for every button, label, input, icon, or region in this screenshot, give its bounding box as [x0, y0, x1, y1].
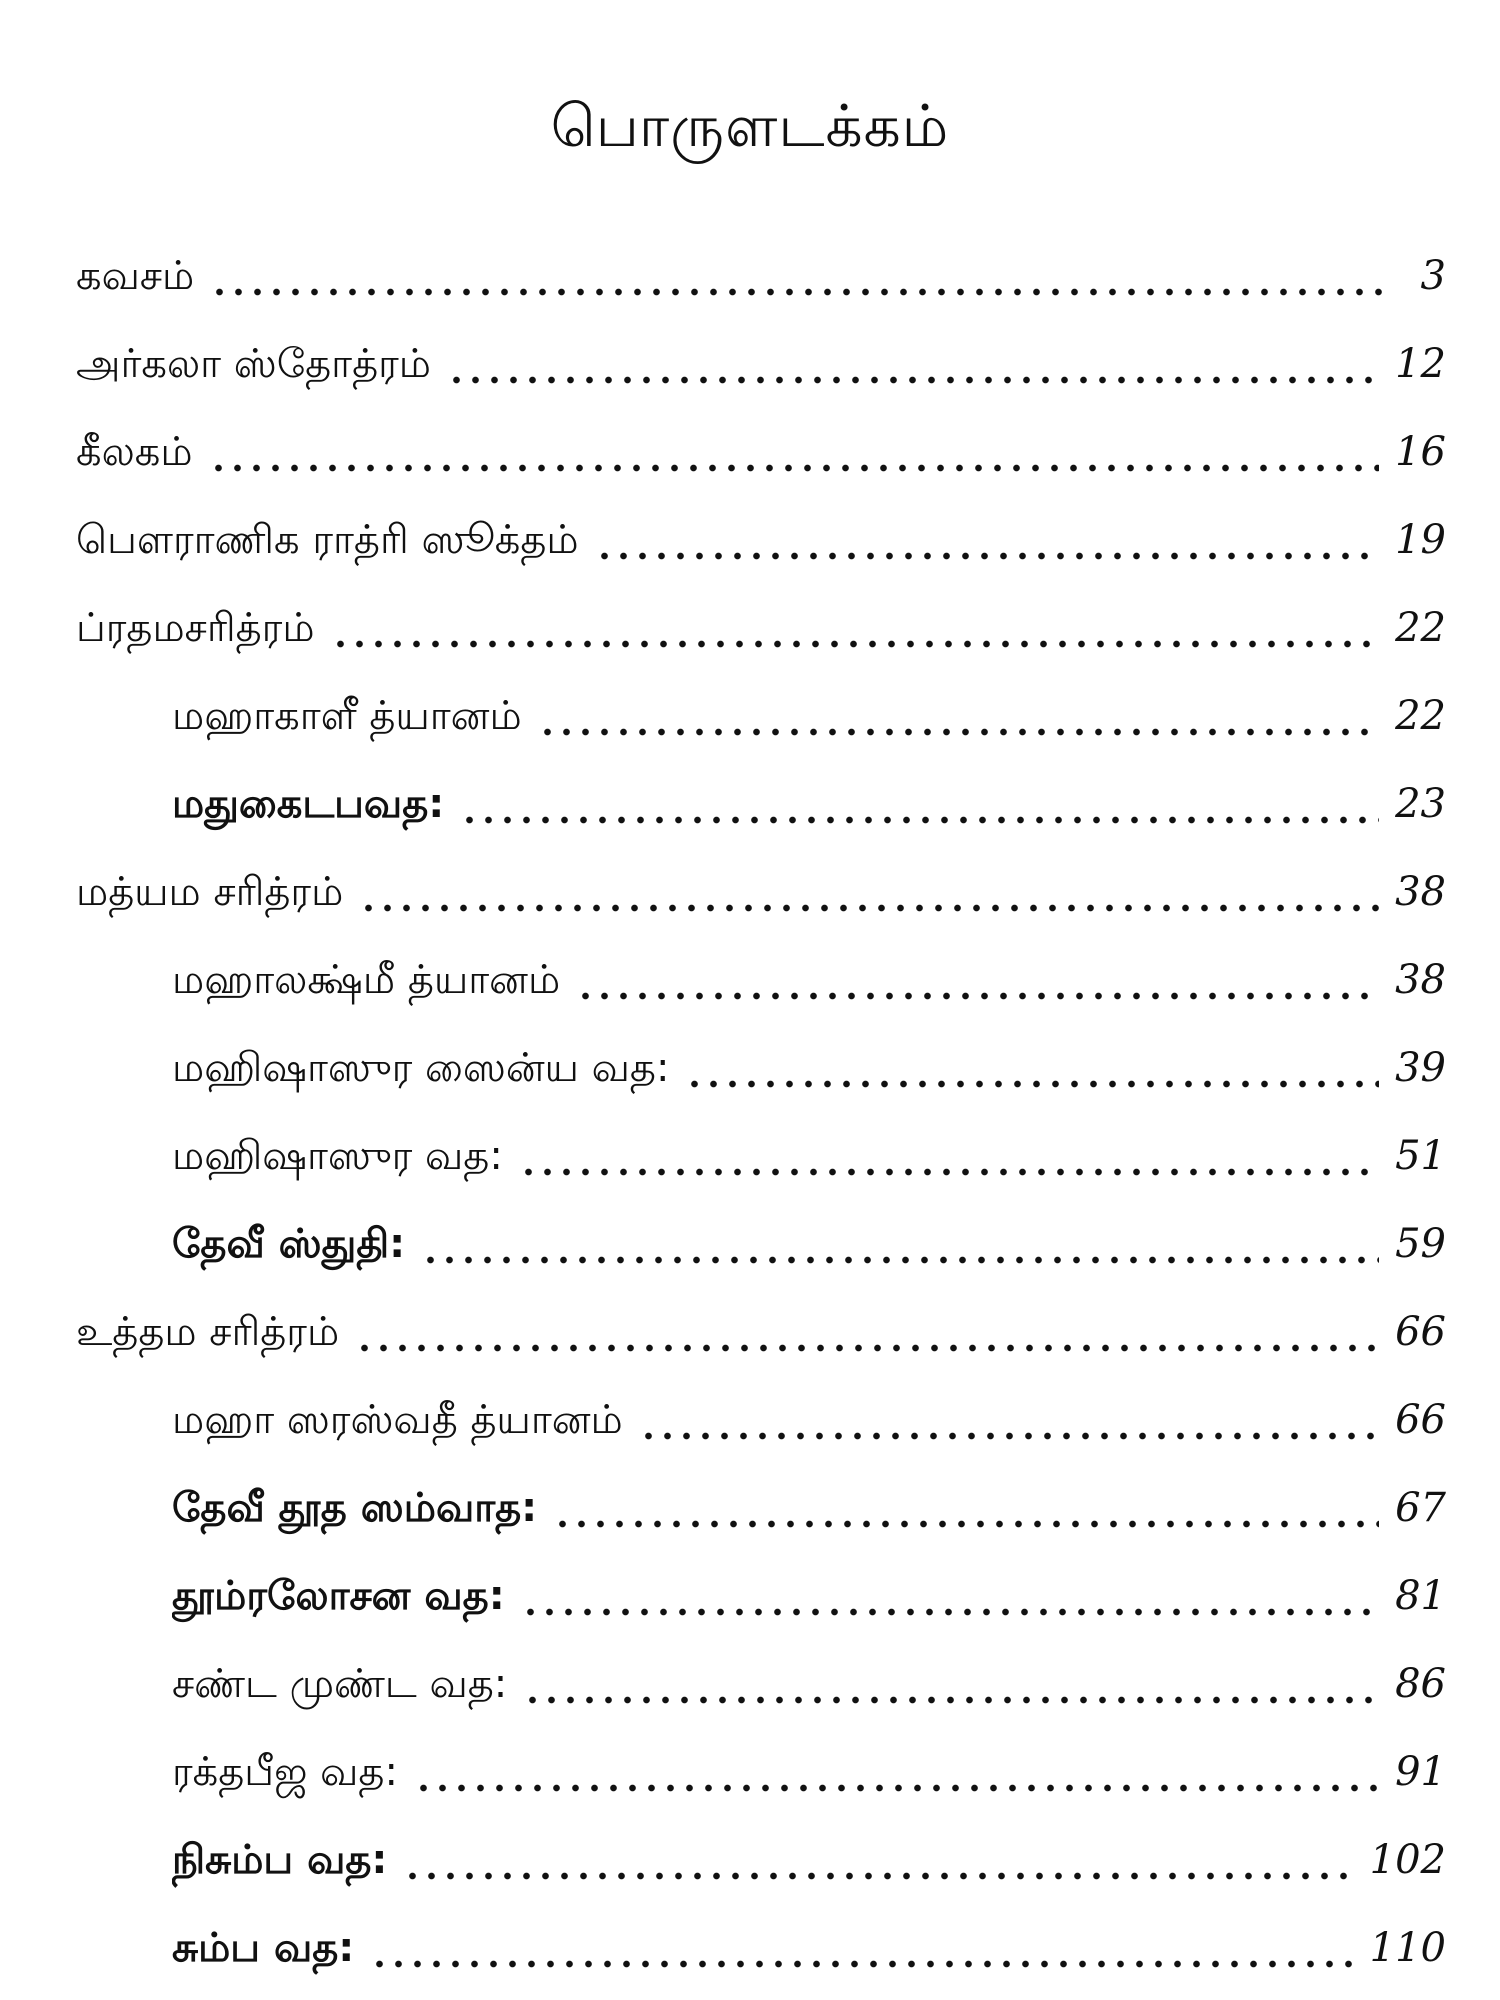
- toc-entry: [172, 1120, 1446, 1192]
- toc-entry-label: மஹா ஸரஸ்வதீ த்யானம்: [172, 1397, 623, 1443]
- toc-entry: [172, 1032, 1446, 1104]
- toc-entry-label: அர்கலா ஸ்தோத்ரம்: [76, 341, 431, 387]
- toc-entry-label: மத்யம சரித்ரம்: [76, 869, 344, 915]
- toc-entry-label: தூம்ரலோசன வத:: [172, 1573, 505, 1619]
- dot-leader: [576, 944, 1379, 1016]
- toc-page-number: 86: [1395, 1661, 1446, 1707]
- toc-entry: [172, 1648, 1446, 1720]
- toc-entry-label: ரக்தபீஜ வத:: [172, 1749, 398, 1795]
- toc-entry: [172, 680, 1446, 752]
- dot-leader: [595, 504, 1380, 576]
- toc-entry-label: மஹாகாளீ த்யானம்: [172, 693, 522, 739]
- toc-entry-label: சும்ப வத:: [172, 1925, 355, 1971]
- dot-leader: [460, 768, 1379, 840]
- toc-page-number: 12: [1395, 341, 1446, 387]
- dot-leader: [210, 240, 1390, 312]
- toc-entry: [76, 592, 1446, 664]
- dot-leader: [685, 1032, 1379, 1104]
- toc-page-number: 66: [1395, 1309, 1446, 1355]
- toc-entry-label: கீலகம்: [76, 429, 193, 475]
- dot-leader: [447, 328, 1379, 400]
- toc-page-number: 51: [1395, 1133, 1446, 1179]
- toc-entry: [76, 416, 1446, 488]
- page-title: பொருளடக்கம்: [550, 92, 950, 160]
- toc-entry-label: உத்தம சரித்ரம்: [76, 1309, 340, 1355]
- dot-leader: [553, 1472, 1379, 1544]
- dot-leader: [538, 680, 1379, 752]
- dot-leader: [521, 1560, 1379, 1632]
- toc-entry-label: மஹிஷாஸுர ஸைன்ய வத:: [172, 1045, 670, 1091]
- toc-page-number: 22: [1395, 605, 1446, 651]
- dot-leader: [639, 1384, 1379, 1456]
- toc-entry: [172, 1472, 1446, 1544]
- toc-entry: [172, 1824, 1446, 1896]
- toc-entry: [172, 1384, 1446, 1456]
- toc-page-number: 66: [1395, 1397, 1446, 1443]
- toc-page-number: 67: [1395, 1485, 1446, 1531]
- dot-leader: [421, 1208, 1379, 1280]
- toc-entry-label: தேவீ ஸ்துதி:: [172, 1221, 406, 1267]
- toc-entry-label: ப்ரதமசரித்ரம்: [76, 605, 315, 651]
- toc-entry-label: பௌராணிக ராத்ரி ஸூக்தம்: [76, 517, 579, 563]
- dot-leader: [519, 1120, 1379, 1192]
- dot-leader: [414, 1736, 1379, 1808]
- toc-page-number: 16: [1395, 429, 1446, 475]
- toc-page-number: 19: [1395, 517, 1446, 563]
- toc-entry: [172, 944, 1446, 1016]
- toc-page-number: 38: [1395, 869, 1446, 915]
- toc-page-number: 39: [1395, 1045, 1446, 1091]
- toc-entry: [172, 1736, 1446, 1808]
- toc-entry-label: சண்ட முண்ட வத:: [172, 1661, 508, 1707]
- toc-entry: [76, 328, 1446, 400]
- dot-leader: [370, 1912, 1353, 1984]
- dot-leader: [331, 592, 1380, 664]
- toc-page-number: 91: [1395, 1749, 1446, 1795]
- toc-entry: [76, 240, 1446, 312]
- toc-entry-label: மஹிஷாஸுர வத:: [172, 1133, 503, 1179]
- toc-entry-label: தேவீ தூத ஸம்வாத:: [172, 1485, 538, 1531]
- toc-page-number: 38: [1395, 957, 1446, 1003]
- toc-page-number: 3: [1420, 253, 1446, 299]
- toc-entry-label: கவசம்: [76, 253, 195, 299]
- toc-entry-label: மஹாலக்ஷ்மீ த்யானம்: [172, 957, 561, 1003]
- toc-page-number: 59: [1395, 1221, 1446, 1267]
- toc-entry: [76, 1296, 1446, 1368]
- dot-leader: [209, 416, 1380, 488]
- toc-entry: [76, 504, 1446, 576]
- dot-leader: [403, 1824, 1353, 1896]
- toc-entry: [172, 1208, 1446, 1280]
- dot-leader: [355, 1296, 1379, 1368]
- toc-entry: [172, 1912, 1446, 1984]
- toc-page-number: 110: [1369, 1925, 1446, 1971]
- dot-leader: [523, 1648, 1379, 1720]
- toc-entry-label: நிசும்ப வத:: [172, 1837, 388, 1883]
- toc-page-number: 102: [1369, 1837, 1446, 1883]
- toc-page-number: 23: [1395, 781, 1446, 827]
- toc-entry-label: மதுகைடபவத:: [172, 781, 445, 827]
- toc-page-number: 22: [1395, 693, 1446, 739]
- dot-leader: [359, 856, 1379, 928]
- toc-page-number: 81: [1395, 1573, 1446, 1619]
- table-of-contents: [0, 240, 1500, 1971]
- toc-entry: [76, 856, 1446, 928]
- toc-entry: [172, 1560, 1446, 1632]
- toc-entry: [172, 768, 1446, 840]
